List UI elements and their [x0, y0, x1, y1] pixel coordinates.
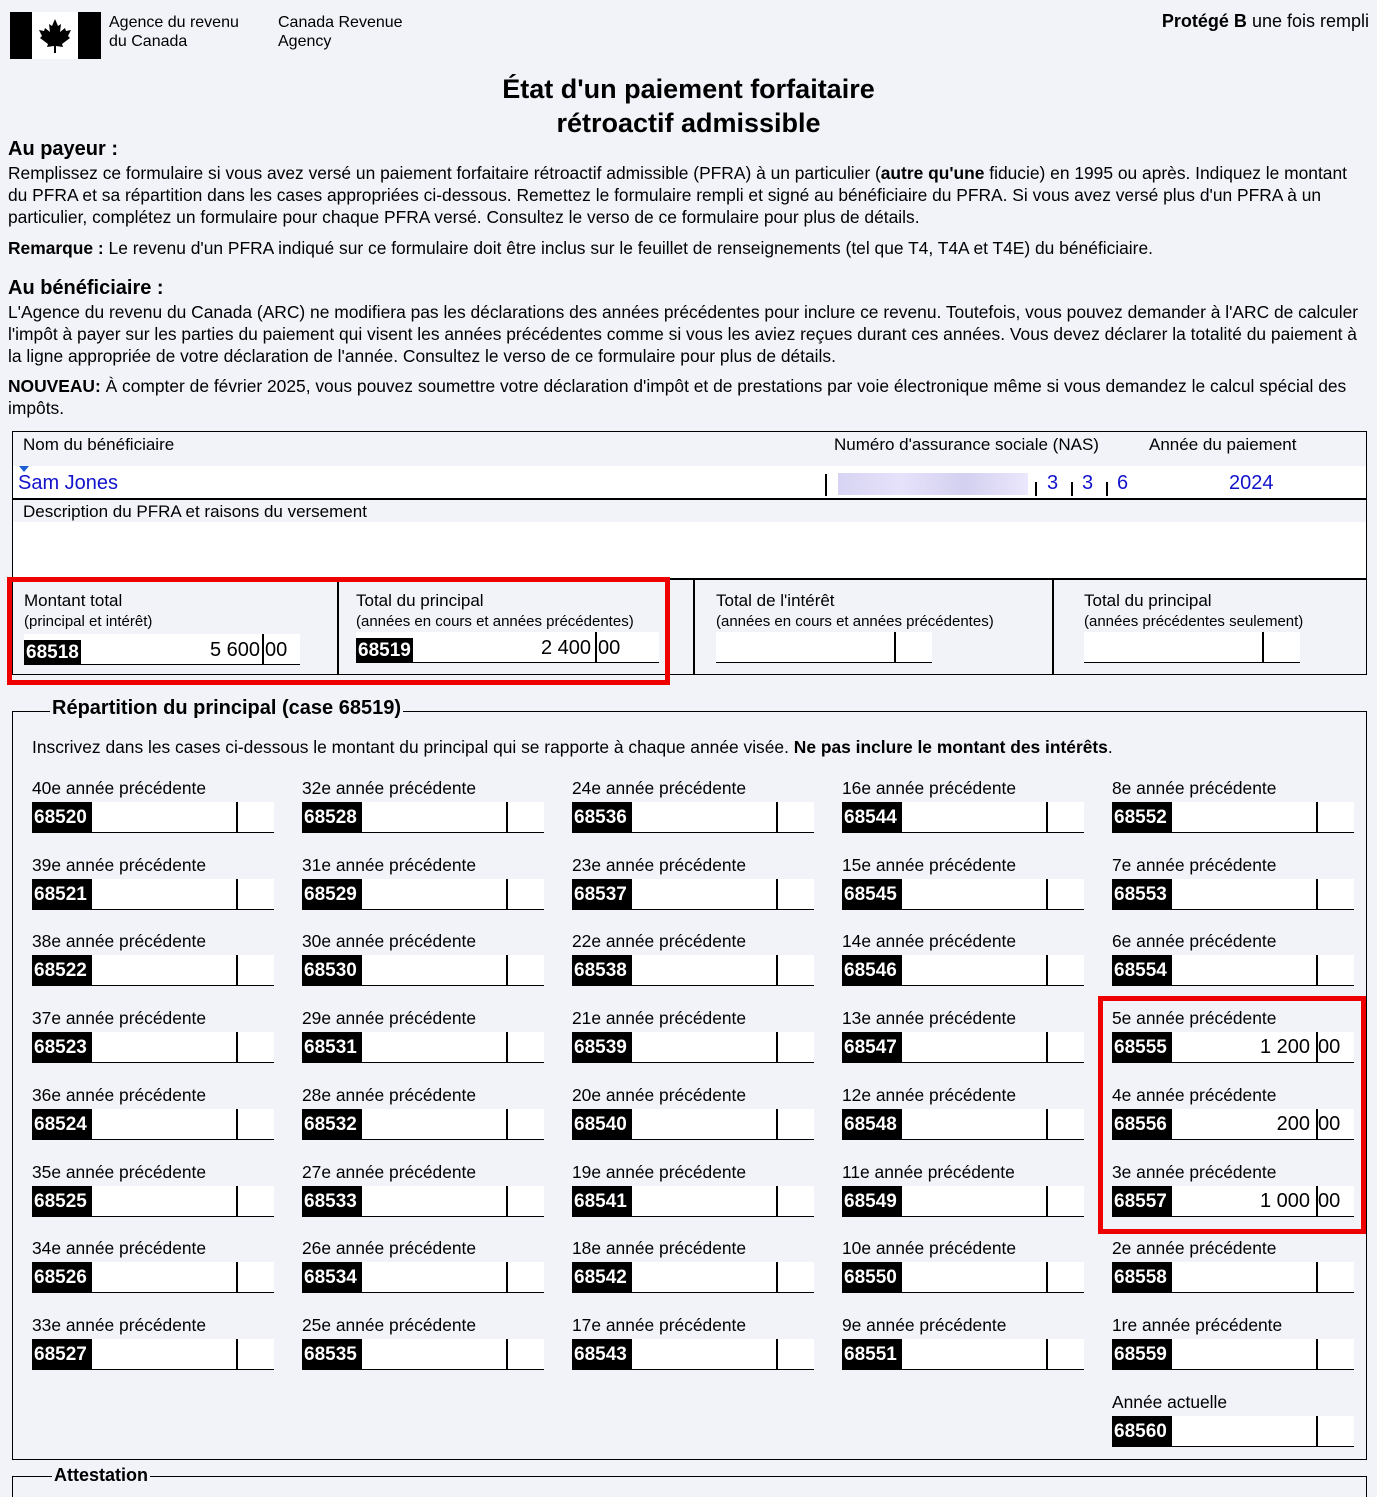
box-code-68540: 68540	[572, 1109, 632, 1140]
agency-name-en: Canada Revenue Agency	[278, 14, 403, 50]
year-label: 28e année précédente	[302, 1085, 477, 1105]
principal-cell-68550	[842, 1238, 1084, 1298]
principal-cell-68544	[842, 778, 1084, 838]
cents-separator	[776, 1186, 778, 1217]
box-code-68556: 68556	[1112, 1109, 1172, 1140]
principal-cell-68549	[842, 1162, 1084, 1222]
principal-cell-68540	[572, 1085, 814, 1145]
year-label: 10e année précédente	[842, 1238, 1017, 1258]
cents-separator	[236, 955, 238, 986]
year-label: 4e année précédente	[1112, 1085, 1277, 1105]
year-label: 14e année précédente	[842, 931, 1017, 951]
year-label: 33e année précédente	[32, 1315, 207, 1335]
principal-cell-68552	[1112, 778, 1354, 838]
year-label: 1re année précédente	[1112, 1315, 1283, 1335]
description-label: Description du PFRA et raisons du versement	[23, 502, 367, 521]
year-label: 22e année précédente	[572, 931, 747, 951]
year-label: 13e année précédente	[842, 1008, 1017, 1028]
box-code-68525: 68525	[32, 1186, 92, 1217]
cents-separator	[1316, 879, 1318, 910]
box-code-68549: 68549	[842, 1186, 902, 1217]
year-label: 30e année précédente	[302, 931, 477, 951]
agency-name-fr: Agence du revenu du Canada	[109, 14, 239, 50]
box-code-68547: 68547	[842, 1032, 902, 1063]
total-interest-label: Total de l'intérêt	[716, 591, 835, 610]
box-code-68558: 68558	[1112, 1262, 1172, 1293]
box-code-68524: 68524	[32, 1109, 92, 1140]
total-amount-value: 5 600	[209, 639, 260, 661]
box-code-68533: 68533	[302, 1186, 362, 1217]
year-label: 26e année précédente	[302, 1238, 477, 1258]
box-code-68548: 68548	[842, 1109, 902, 1140]
principal-cell-68520	[32, 778, 274, 838]
cents-separator	[1316, 1262, 1318, 1293]
box-code-68539: 68539	[572, 1032, 632, 1063]
box-code-68559: 68559	[1112, 1339, 1172, 1370]
sin-label: Numéro d'assurance sociale (NAS)	[834, 435, 1099, 454]
cents-separator	[1316, 1416, 1318, 1447]
name-sin-year-row	[13, 466, 1366, 498]
principal-cell-68546	[842, 931, 1084, 991]
cents-separator	[1316, 802, 1318, 833]
total-principal-cents: 00	[598, 637, 621, 659]
cents-separator	[506, 1032, 508, 1063]
canada-flag-icon	[10, 12, 101, 59]
amount-cents: 00	[1318, 1113, 1341, 1135]
year-label: 32e année précédente	[302, 778, 477, 798]
principal-cell-68527	[32, 1315, 274, 1375]
box-code-68531: 68531	[302, 1032, 362, 1063]
principal-cell-68522	[32, 931, 274, 991]
principal-cell-68558	[1112, 1238, 1354, 1298]
box-code-68526: 68526	[32, 1262, 92, 1293]
box-code-68523: 68523	[32, 1032, 92, 1063]
principal-cell-68537	[572, 855, 814, 915]
name-input[interactable]: Sam Jones	[18, 472, 119, 494]
principal-cell-68529	[302, 855, 544, 915]
year-label: 5e année précédente	[1112, 1008, 1277, 1028]
year-label: 39e année précédente	[32, 855, 207, 875]
year-label: 27e année précédente	[302, 1162, 477, 1182]
cents-separator	[236, 1186, 238, 1217]
cents-separator	[776, 1339, 778, 1370]
highlight-box-totals	[7, 577, 670, 685]
principal-cell-68559	[1112, 1315, 1354, 1375]
amount-cents: 00	[1318, 1036, 1341, 1058]
cents-separator	[1316, 955, 1318, 986]
cents-separator	[776, 802, 778, 833]
principal-cell-68534	[302, 1238, 544, 1298]
box-code-68551: 68551	[842, 1339, 902, 1370]
highlight-box-prior-years	[1098, 996, 1366, 1234]
principal-cell-68532	[302, 1085, 544, 1145]
total-interest-field[interactable]	[716, 632, 932, 663]
principal-cell-68523	[32, 1008, 274, 1068]
form-title: État d'un paiement forfaitaire rétroactif admissible	[502, 74, 875, 138]
amount-value: 1 200	[1259, 1036, 1310, 1058]
code-68518: 68518	[26, 642, 79, 663]
box-code-68538: 68538	[572, 955, 632, 986]
box-code-68550: 68550	[842, 1262, 902, 1293]
box-code-68520: 68520	[32, 802, 92, 833]
box-code-68541: 68541	[572, 1186, 632, 1217]
year-label: 24e année précédente	[572, 778, 747, 798]
cents-separator	[1316, 1339, 1318, 1370]
cents-separator	[776, 1109, 778, 1140]
cents-separator	[236, 1339, 238, 1370]
box-code-68529: 68529	[302, 879, 362, 910]
total-principal-sub: (années en cours et années précédentes)	[356, 613, 634, 630]
year-label: 19e année précédente	[572, 1162, 747, 1182]
year-label: 8e année précédente	[1112, 778, 1277, 798]
box-code-68545: 68545	[842, 879, 902, 910]
cents-separator	[506, 879, 508, 910]
cents-separator	[236, 802, 238, 833]
principal-cell-68524	[32, 1085, 274, 1145]
maple-leaf-icon	[38, 18, 72, 54]
attestation-box	[12, 1476, 1367, 1497]
cents-separator	[1046, 1262, 1048, 1293]
box-code-68532: 68532	[302, 1109, 362, 1140]
sin-redacted	[838, 473, 1028, 495]
box-code-68557: 68557	[1112, 1186, 1172, 1217]
sin-digit-3[interactable]: 6	[1117, 472, 1129, 494]
year-label: 9e année précédente	[842, 1315, 1007, 1335]
box-code-68528: 68528	[302, 802, 362, 833]
repartition-title: Répartition du principal (case 68519)	[52, 697, 401, 719]
beneficiary-heading: Au bénéficiaire :	[8, 277, 164, 299]
box-code-68527: 68527	[32, 1339, 92, 1370]
box-code-68544: 68544	[842, 802, 902, 833]
year-label: 37e année précédente	[32, 1008, 207, 1028]
year-label: Année du paiement	[1149, 435, 1297, 454]
year-label: 29e année précédente	[302, 1008, 477, 1028]
principal-cell-68553	[1112, 855, 1354, 915]
cents-separator	[236, 1032, 238, 1063]
year-label: 34e année précédente	[32, 1238, 207, 1258]
amount-value: 1 000	[1259, 1190, 1310, 1212]
box-code-68542: 68542	[572, 1262, 632, 1293]
year-label: 25e année précédente	[302, 1315, 477, 1335]
box-code-68521: 68521	[32, 879, 92, 910]
box-code-68560: 68560	[1112, 1416, 1172, 1447]
year-label: 11e année précédente	[842, 1162, 1015, 1182]
year-label: 31e année précédente	[302, 855, 477, 875]
box-code-68537: 68537	[572, 879, 632, 910]
principal-cell-68526	[32, 1238, 274, 1298]
cents-separator	[506, 1186, 508, 1217]
principal-cell-68531	[302, 1008, 544, 1068]
year-label: 2e année précédente	[1112, 1238, 1277, 1258]
cents-separator	[1046, 1109, 1048, 1140]
principal-cell-68539	[572, 1008, 814, 1068]
box-code-68522: 68522	[32, 955, 92, 986]
year-label: 3e année précédente	[1112, 1162, 1277, 1182]
year-label: 7e année précédente	[1112, 855, 1277, 875]
beneficiary-new-note: NOUVEAU: À compter de février 2025, vous pouvez soumettre votre déclaration d'impôt et de prestations par voie électronique même si vous demandez le calcul spécial des impôts.	[8, 376, 1347, 418]
year-label: 16e année précédente	[842, 778, 1017, 798]
year-label: 40e année précédente	[32, 778, 207, 798]
box-code-68553: 68553	[1112, 879, 1172, 910]
total-amount-cents: 00	[265, 639, 288, 661]
year-label: 12e année précédente	[842, 1085, 1017, 1105]
total-interest-sub: (années en cours et années précédentes)	[716, 613, 994, 630]
cents-separator	[506, 955, 508, 986]
year-label: 36e année précédente	[32, 1085, 207, 1105]
amount-cents: 00	[1318, 1190, 1341, 1212]
year-label: 20e année précédente	[572, 1085, 747, 1105]
sin-digit-1[interactable]: 3	[1047, 472, 1059, 494]
principal-cell-68533	[302, 1162, 544, 1222]
total-amount-label: Montant total	[24, 591, 123, 610]
year-label: 17e année précédente	[572, 1315, 747, 1335]
cents-separator	[776, 955, 778, 986]
cents-separator	[776, 1262, 778, 1293]
principal-cell-68547	[842, 1008, 1084, 1068]
total-amount-sub: (principal et intérêt)	[24, 613, 153, 630]
principal-cell-68541	[572, 1162, 814, 1222]
principal-cell-68548	[842, 1085, 1084, 1145]
cents-separator	[1046, 1032, 1048, 1063]
sin-digit-2[interactable]: 3	[1082, 472, 1094, 494]
principal-cell-68551	[842, 1315, 1084, 1375]
box-code-68554: 68554	[1112, 955, 1172, 986]
year-label: 21e année précédente	[572, 1008, 747, 1028]
cents-separator	[776, 879, 778, 910]
cents-separator	[1046, 1186, 1048, 1217]
cents-separator	[236, 879, 238, 910]
box-code-68555: 68555	[1112, 1032, 1172, 1063]
cents-separator	[1046, 802, 1048, 833]
principal-cell-68545	[842, 855, 1084, 915]
total-prior-principal-sub: (années précédentes seulement)	[1084, 613, 1304, 630]
cents-separator	[506, 802, 508, 833]
principal-cell-68560	[1112, 1392, 1354, 1452]
cents-separator	[1046, 1339, 1048, 1370]
repartition-intro: Inscrivez dans les cases ci-dessous le montant du principal qui se rapporte à chaque année visée. Ne pas inclure le montant des intérêts.	[32, 737, 1113, 757]
box-code-68536: 68536	[572, 802, 632, 833]
year-label: 15e année précédente	[842, 855, 1017, 875]
principal-cell-68528	[302, 778, 544, 838]
principal-cell-68535	[302, 1315, 544, 1375]
amount-value: 200	[1276, 1113, 1310, 1135]
box-code-68530: 68530	[302, 955, 362, 986]
total-principal-value: 2 400	[540, 637, 591, 659]
principal-cell-68525	[32, 1162, 274, 1222]
cents-separator	[506, 1339, 508, 1370]
year-label: 23e année précédente	[572, 855, 747, 875]
year-input[interactable]: 2024	[1229, 472, 1274, 494]
description-input[interactable]	[13, 522, 1366, 578]
principal-cell-68543	[572, 1315, 814, 1375]
principal-cell-68542	[572, 1238, 814, 1298]
code-68519: 68519	[358, 640, 411, 661]
box-code-68546: 68546	[842, 955, 902, 986]
name-label: Nom du bénéficiaire	[23, 435, 175, 454]
principal-cell-68530	[302, 931, 544, 991]
total-prior-principal-label: Total du principal	[1084, 591, 1212, 610]
year-label: 38e année précédente	[32, 931, 207, 951]
principal-cell-68536	[572, 778, 814, 838]
year-label: 35e année précédente	[32, 1162, 207, 1182]
principal-cell-68521	[32, 855, 274, 915]
year-label: 6e année précédente	[1112, 931, 1277, 951]
box-code-68552: 68552	[1112, 802, 1172, 833]
box-code-68543: 68543	[572, 1339, 632, 1370]
cents-separator	[1046, 955, 1048, 986]
protected-b-label: Protégé B une fois rempli	[1161, 11, 1369, 31]
total-principal-label: Total du principal	[356, 591, 484, 610]
attestation-title: Attestation	[54, 1465, 148, 1485]
cents-separator	[1046, 879, 1048, 910]
box-code-68534: 68534	[302, 1262, 362, 1293]
beneficiary-text: L'Agence du revenu du Canada (ARC) ne modifiera pas les déclarations des années précédentes pour inclure ce revenu. Toutefois, vous pouvez demander à l'ARC de calculer l'impôt à payer sur les parties du paiement qui visent les années précédentes comme si vous les aviez reçues durant ces années. Vous devez déclarer la totalité du paiement à la ligne appropriée de votre déclaration de l'année. Consultez le verso de ce formulaire pour plus de détails.	[8, 302, 1359, 366]
year-label: 18e année précédente	[572, 1238, 747, 1258]
cents-separator	[776, 1032, 778, 1063]
cents-separator	[506, 1262, 508, 1293]
payer-text: Remplissez ce formulaire si vous avez versé un paiement forfaitaire rétroactif admissible (PFRA) à un particulier (autre qu'une fiducie) en 1995 ou après. Indiquez le montant du PFRA et sa répartition dans les cases appropriées ci-dessous. Remettez le formulaire rempli et signé au bénéficiaire du PFRA. Si vous avez versé plus d'un PFRA à un particulier, complétez un formulaire pour chaque PFRA versé. Consultez le verso de ce formulaire pour plus de détails.	[8, 163, 1347, 227]
payer-note: Remarque : Le revenu d'un PFRA indiqué sur ce formulaire doit être inclus sur le feuillet de renseignements (tel que T4, T4A et T4E) du bénéficiaire.	[8, 238, 1153, 258]
year-label: Année actuelle	[1112, 1392, 1228, 1412]
cents-separator	[506, 1109, 508, 1140]
box-code-68535: 68535	[302, 1339, 362, 1370]
principal-cell-68554	[1112, 931, 1354, 991]
principal-cell-68538	[572, 931, 814, 991]
cents-separator	[236, 1262, 238, 1293]
cents-separator	[236, 1109, 238, 1140]
payer-heading: Au payeur :	[8, 138, 119, 160]
total-prior-principal-field[interactable]	[1084, 632, 1300, 663]
